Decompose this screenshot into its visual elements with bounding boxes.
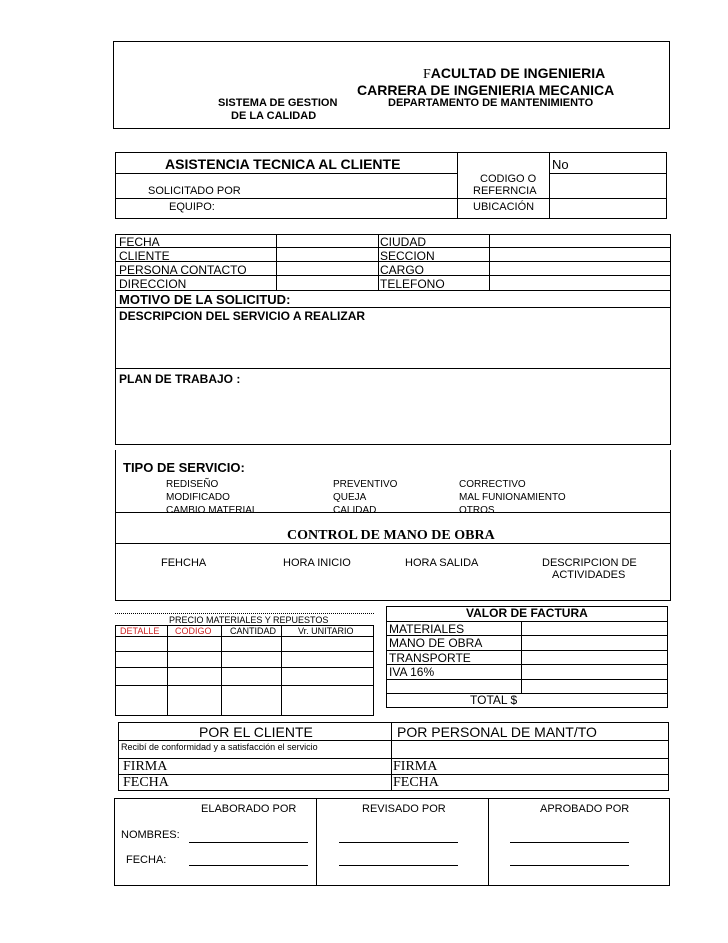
- no-label: No: [552, 157, 569, 172]
- service-option-quality: CALIDAD: [333, 505, 377, 512]
- address-label: DIRECCION: [119, 277, 187, 291]
- reason-label: MOTIVO DE LA SOLICITUD:: [119, 292, 291, 307]
- prepared-date-line[interactable]: [189, 865, 308, 866]
- materials-title: PRECIO MATERIALES Y REPUESTOS: [169, 615, 329, 625]
- labor-end-header: HORA SALIDA: [405, 557, 479, 569]
- requested-by-label: SOLICITADO POR: [148, 185, 241, 197]
- approval-date-label: FECHA:: [126, 854, 167, 866]
- service-option-modified: MODIFICADO: [166, 492, 230, 503]
- materials-table: [115, 613, 374, 716]
- reviewed-date-line[interactable]: [339, 865, 458, 866]
- plan-label: PLAN DE TRABAJO :: [119, 372, 241, 386]
- staff-date-label: FECHA: [393, 775, 439, 790]
- approval-box: [114, 798, 670, 886]
- section-label: SECCION: [380, 249, 435, 263]
- labor-start-header: HORA INICIO: [283, 557, 351, 569]
- reviewed-name-line[interactable]: [339, 842, 458, 843]
- invoice-materials: MATERIALES: [389, 622, 465, 636]
- invoice-labor: MANO DE OBRA: [389, 636, 483, 650]
- signatures-box: [118, 722, 669, 791]
- position-label: CARGO: [380, 263, 425, 277]
- service-type-title: TIPO DE SERVICIO:: [123, 460, 245, 475]
- assistance-box: [115, 152, 667, 219]
- client-signature-title: POR EL CLIENTE: [199, 724, 313, 740]
- client-info-box: [115, 234, 671, 291]
- equipment-label: EQUIPO:: [169, 201, 215, 213]
- service-type-section: [115, 450, 671, 512]
- code-label-2: REFERNCIA: [473, 185, 537, 197]
- client-signature-label: FIRMA: [123, 759, 168, 774]
- invoice-table: [386, 606, 668, 708]
- labor-title: CONTROL DE MANO DE OBRA: [287, 528, 495, 543]
- reviewed-by-header: REVISADO POR: [362, 803, 446, 815]
- system-line1: SISTEMA DE GESTION: [218, 97, 338, 109]
- faculty-title: FACULTAD DE INGENIERIA: [423, 65, 606, 82]
- service-option-corrective: CORRECTIVO: [459, 479, 526, 490]
- code-label-1: CODIGO O: [480, 173, 537, 185]
- labor-box: [115, 512, 671, 601]
- approved-by-header: APROBADO POR: [540, 803, 630, 815]
- prepared-by-header: ELABORADO POR: [201, 803, 297, 815]
- materials-quantity-header: CANTIDAD: [230, 626, 277, 636]
- approved-date-line[interactable]: [510, 865, 629, 866]
- approved-name-line[interactable]: [510, 842, 629, 843]
- names-label: NOMBRES:: [121, 829, 180, 841]
- labor-desc-header-1: DESCRIPCION DE: [542, 557, 637, 569]
- client-date-label: FECHA: [123, 775, 169, 790]
- labor-date-header: FEHCHA: [161, 557, 207, 569]
- received-note: Recibí de conformidad y a satisfacción el servicio: [121, 742, 318, 752]
- service-option-complaint: QUEJA: [333, 492, 367, 503]
- date-label: FECHA: [119, 235, 160, 249]
- invoice-transport: TRANSPORTE: [389, 651, 471, 665]
- staff-signature-title: POR PERSONAL DE MANT/TO: [397, 724, 597, 740]
- staff-signature-label: FIRMA: [393, 759, 438, 774]
- phone-label: TELEFONO: [380, 277, 445, 291]
- materials-unit-price-header: Vr. UNITARIO: [298, 626, 354, 636]
- career-title: CARRERA DE INGENIERIA MECANICA: [357, 82, 615, 98]
- service-option-material-change: CAMBIO MATERIAL: [166, 505, 258, 512]
- client-label: CLIENTE: [119, 249, 170, 263]
- header-box: [113, 41, 670, 129]
- service-option-preventive: PREVENTIVO: [333, 479, 398, 490]
- invoice-total: TOTAL $: [470, 693, 518, 707]
- service-option-other: OTROS: [459, 505, 495, 512]
- system-line2: DE LA CALIDAD: [231, 110, 317, 122]
- request-box: [115, 290, 671, 445]
- location-label: UBICACIÓN: [473, 201, 535, 213]
- invoice-vat: IVA 16%: [389, 665, 435, 679]
- service-option-malfunction: MAL FUNIONAMIENTO: [459, 492, 566, 503]
- department-title: DEPARTAMENTO DE MANTENIMIENTO: [388, 97, 594, 109]
- materials-code-header: CODIGO: [175, 626, 212, 636]
- prepared-name-line[interactable]: [189, 842, 308, 843]
- contact-label: PERSONA CONTACTO: [119, 263, 247, 277]
- city-label: CIUDAD: [380, 235, 427, 249]
- description-label: DESCRIPCION DEL SERVICIO A REALIZAR: [119, 309, 366, 323]
- labor-desc-header-2: ACTIVIDADES: [552, 569, 626, 581]
- invoice-title: VALOR DE FACTURA: [466, 606, 588, 620]
- service-option-redesign: REDISEÑO: [166, 479, 219, 490]
- assistance-title: ASISTENCIA TECNICA AL CLIENTE: [165, 156, 401, 172]
- materials-detail-header: DETALLE: [120, 626, 160, 636]
